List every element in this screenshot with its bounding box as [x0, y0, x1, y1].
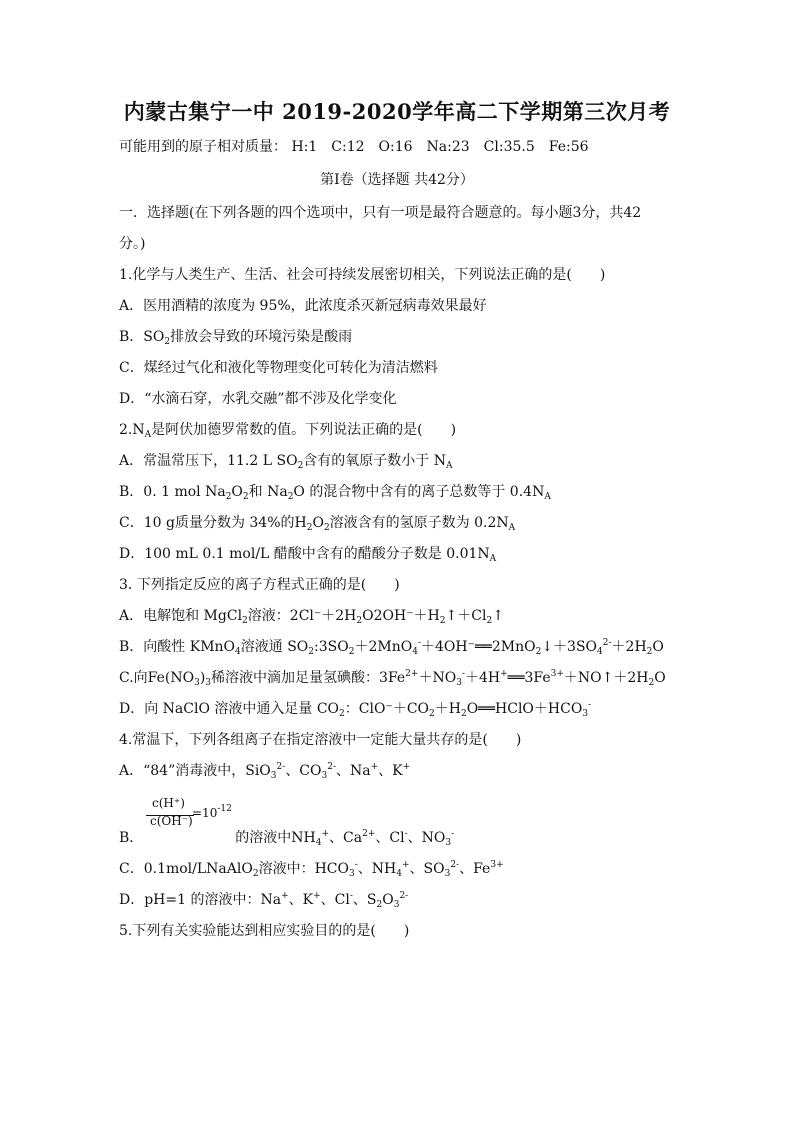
q3-option-d: D．向 NaClO 溶液中通入足量 $CO_2$：$ClO^-+CO_2+H_2O══HClO+HCO_3^-$	[119, 700, 592, 719]
q1-stem: 1.化学与人类生产、生活、社会可持续发展密切相关，下列说法正确的是( )	[119, 267, 606, 283]
q1-option-d: D．“水滴石穿，水乳交融”都不涉及化学变化	[119, 391, 397, 407]
fraction-numerator: c(H⁺)	[152, 796, 185, 810]
part1-header: 第Ⅰ卷（选择题 共42分）	[320, 172, 474, 188]
q2-option-c: C．10 g质量分数为 34%的$H_2O_2$溶液含有的氢原子数为 $0.2N_A$	[119, 515, 516, 533]
q2-option-b: B．0. 1 mol $Na_2O_2$和 $Na_2O$ 的混合物中含有的离子总数等于 $0.4N_A$	[119, 484, 551, 502]
q4-option-b: B． 的溶液中$NH_4^+$、$Ca^{2+}$、Cl-、$NO_3^-$	[119, 829, 455, 848]
q2-stem: $2.N_A$是阿伏加德罗常数的值。下列说法正确的是( )	[119, 422, 457, 440]
q4-option-a: A．“84”消毒液中，SiO$_3^{2-}$、$CO_3^{2-}$、Na+、K+	[119, 762, 411, 781]
q4-stem: 4.常温下，下列各组离子在指定溶液中一定能大量共存的是( )	[119, 732, 522, 748]
atomic-masses: 可能用到的原子相对质量： H:1 C:12 O:16 Na:23 Cl:35.5 Fe:56	[119, 139, 589, 155]
q3-option-a: A．电解饱和 MgCl$_2$溶液：$2Cl^-+2H_2O2OH^-+H_2↑+Cl_2↑$	[119, 608, 504, 626]
page-title: 内蒙古集宁一中 2019-2020学年高二下学期第三次月考	[123, 99, 671, 124]
section1-instructions: 一．选择题(在下列各题的四个选项中，只有一项是最符合题意的。每小题3分，共42	[119, 205, 642, 221]
section1-instructions-cont: 分。)	[119, 236, 146, 252]
q5-stem: 5.下列有关实验能达到相应实验目的的是( )	[119, 923, 410, 939]
q4-option-c: C．0.1mol/LNaAlO$_2$溶液中：$HCO_3^-$、$NH_4^+$、$SO_3^{2-}$、$Fe^{3+}$	[119, 860, 504, 879]
fraction-bar	[146, 815, 194, 816]
q3-option-b: B．向酸性 KMnO$_4$溶液通 $SO_2:3SO_2+2MnO_4^-+4OH^-══2MnO_2↓+3SO_4^{2-}+2H_2O$	[119, 638, 664, 657]
q1-option-c: C．煤经过气化和液化等物理变化可转化为清洁燃料	[119, 360, 438, 376]
q2-option-a: A．常温常压下，11.2 L $SO_2$含有的氧原子数小于 $N_A$	[119, 453, 453, 471]
fraction-value: $=10^{-12}$	[192, 804, 232, 820]
q1-option-b: B．$SO_2$排放会导致的环境污染是酸雨	[119, 329, 353, 347]
q4-option-d: D．pH=1 的溶液中：Na+、K+、Cl-、$S_2O_3^{2-}$	[119, 891, 409, 910]
q1-option-a: A．医用酒精的浓度为 95%，此浓度杀灭新冠病毒效果最好	[119, 298, 487, 314]
q4-option-b-fraction	[146, 796, 232, 828]
fraction-denominator: c(OH⁻)	[150, 814, 193, 828]
q3-option-c: C.向$Fe(NO_3)_3$稀溶液中滴加足量氢碘酸：$3Fe^{2+}+NO_3^-+4H^+══3Fe^{3+}+NO↑+2H_2O$	[119, 669, 666, 688]
q3-stem: 3. 下列指定反应的离子方程式正确的是( )	[119, 577, 400, 593]
q2-option-d: D．100 mL 0.1 mol/L 醋酸中含有的醋酸分子数是 $0.01N_A$	[119, 546, 497, 564]
